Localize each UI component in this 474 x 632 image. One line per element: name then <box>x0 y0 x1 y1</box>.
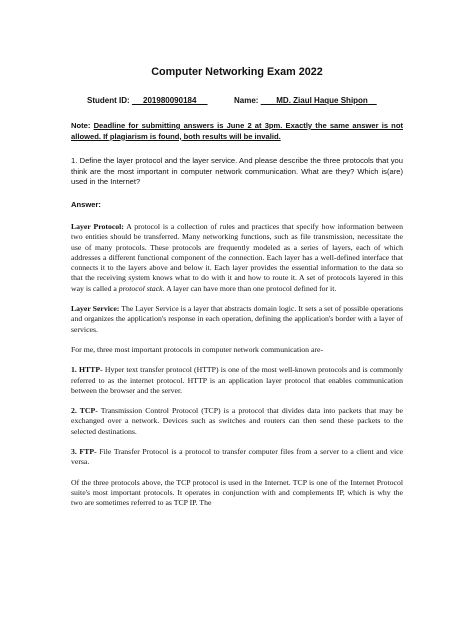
question-text: 1. Define the layer protocol and the layer service. And please describe the three protocols that you think are the most important in computer network communication. What are they? Which is(are) used in the Internet? <box>71 156 403 187</box>
note-text: Deadline for submitting answers is June 2 at 3pm. Exactly the same answer is not allowed. If plagiarism is found, both results will be invalid. <box>71 121 403 141</box>
protocol-stack-term: protocol stack <box>118 283 163 293</box>
student-id-value: 201980090184 <box>143 96 197 105</box>
answer-label: Answer: <box>71 199 101 209</box>
note-label: Note: <box>71 121 91 130</box>
closing-paragraph: Of the three protocols above, the TCP protocol is used in the Internet. TCP is one of the Internet Protocol suite's most important protocols. It operates in conjunction with and complements IP, which is why the two are sometimes referred to as TCP IP. The <box>71 477 403 508</box>
layer-protocol-term: Layer Protocol: <box>71 221 124 231</box>
name-label: Name: <box>234 96 259 105</box>
tcp-paragraph: 2. TCP- Transmission Control Protocol (TCP) is a protocol that divides data into packets that may be exchanged over a network. Devices such as switches and routers can then send these packets to the selected destinations. <box>71 406 403 436</box>
intro-paragraph: For me, three most important protocols in computer network communication are- <box>71 344 324 354</box>
name-value: MD. Ziaul Haque Shipon <box>276 96 368 105</box>
layer-service-term: Layer Service: <box>71 304 120 314</box>
ftp-paragraph: 3. FTP- File Transfer Protocol is a protocol to transfer computer files from a server to a client and vice versa. <box>71 447 403 467</box>
document-title: Computer Networking Exam 2022 <box>151 66 323 78</box>
layer-service-paragraph: Layer Service: The Layer Service is a layer that abstracts domain logic. It sets a set of possible operations and organizes the application's response in each operation, defining the application's border with a layer of services. <box>71 304 403 334</box>
ftp-term: 3. FTP- <box>71 447 97 457</box>
student-info-line <box>87 96 403 105</box>
note-paragraph <box>71 121 403 142</box>
layer-protocol-paragraph: Layer Protocol: A protocol is a collection of rules and practices that specify how information between two entities should be transferred. Many networking functions, such as file transmission, necessitate the use of many protocols. These protocols are frequently modeled as a series of layers, each of which addresses a different functional component of the connection. Each layer has a well-defined interface that connects it to the layers above and below it. Each layer provides the essential information to the data so that the receiving system knows what to do with it and how to route it. A set of protocols layered in this way is called a protocol stack. A layer can have more than one protocol defined for it. <box>71 221 403 293</box>
tcp-term: 2. TCP- <box>71 406 98 416</box>
http-term: 1. HTTP- <box>71 365 103 375</box>
student-id-label: Student ID: <box>87 96 130 105</box>
http-paragraph: 1. HTTP- Hyper text transfer protocol (HTTP) is one of the most well-known protocols and is commonly referred to as the internet protocol. HTTP is an application layer protocol that enables communication between the browser and the server. <box>71 365 403 395</box>
